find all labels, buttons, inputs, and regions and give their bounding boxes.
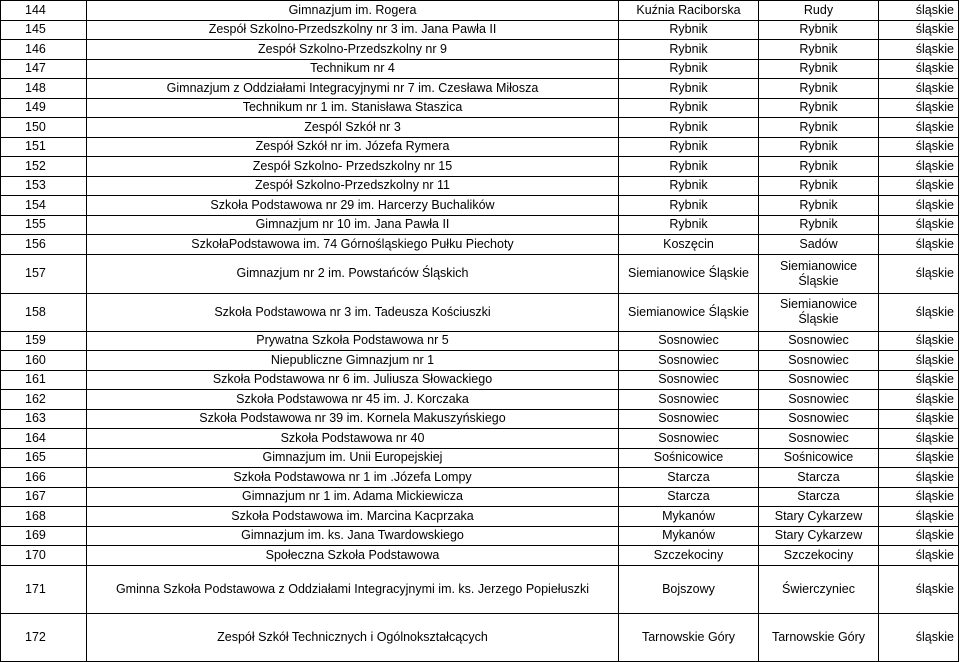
cell-num: 161 xyxy=(1,370,87,390)
cell-num: 158 xyxy=(1,293,87,331)
cell-region: śląskie xyxy=(879,157,959,177)
cell-region: śląskie xyxy=(879,176,959,196)
cell-city: Mykanów xyxy=(619,507,759,527)
cell-name: Gimnazjum nr 2 im. Powstańców Śląskich xyxy=(87,254,619,293)
cell-region: śląskie xyxy=(879,98,959,118)
cell-num: 157 xyxy=(1,254,87,293)
cell-gmina: Sosnowiec xyxy=(759,390,879,410)
table-row xyxy=(1,507,959,527)
cell-name: Szkoła Podstawowa nr 45 im. J. Korczaka xyxy=(87,390,619,410)
cell-region: śląskie xyxy=(879,137,959,157)
cell-gmina: Rybnik xyxy=(759,118,879,138)
cell-num: 164 xyxy=(1,429,87,449)
cell-region: śląskie xyxy=(879,351,959,371)
cell-gmina: Rybnik xyxy=(759,40,879,60)
cell-region: śląskie xyxy=(879,429,959,449)
table-row xyxy=(1,1,959,21)
cell-num: 160 xyxy=(1,351,87,371)
cell-gmina: Sosnowiec xyxy=(759,351,879,371)
cell-city: Tarnowskie Góry xyxy=(619,613,759,661)
cell-region: śląskie xyxy=(879,196,959,216)
cell-name: Prywatna Szkoła Podstawowa nr 5 xyxy=(87,331,619,351)
cell-name: Gimnazjum nr 1 im. Adama Mickiewicza xyxy=(87,487,619,507)
cell-num: 162 xyxy=(1,390,87,410)
cell-num: 146 xyxy=(1,40,87,60)
cell-name: Szkoła Podstawowa nr 6 im. Juliusza Słowackiego xyxy=(87,370,619,390)
cell-region: śląskie xyxy=(879,20,959,40)
table-row xyxy=(1,254,959,293)
cell-name: Zespól Szkół nr 3 xyxy=(87,118,619,138)
cell-region: śląskie xyxy=(879,526,959,546)
cell-num: 168 xyxy=(1,507,87,527)
cell-gmina: Rybnik xyxy=(759,196,879,216)
cell-gmina: Sosnowiec xyxy=(759,370,879,390)
table-row xyxy=(1,409,959,429)
cell-city: Starcza xyxy=(619,487,759,507)
table-row xyxy=(1,331,959,351)
cell-name: Technikum nr 1 im. Stanisława Staszica xyxy=(87,98,619,118)
cell-name: Gimnazjum im. Rogera xyxy=(87,1,619,21)
cell-name: Zespół Szkolno-Przedszkolny nr 3 im. Jana Pawła II xyxy=(87,20,619,40)
cell-region: śląskie xyxy=(879,235,959,255)
cell-num: 145 xyxy=(1,20,87,40)
cell-city: Rybnik xyxy=(619,59,759,79)
cell-city: Bojszowy xyxy=(619,565,759,613)
cell-city: Sosnowiec xyxy=(619,331,759,351)
table-row xyxy=(1,40,959,60)
table-row xyxy=(1,176,959,196)
cell-name: Zespół Szkół Technicznych i Ogólnokształcących xyxy=(87,613,619,661)
cell-gmina: Rybnik xyxy=(759,157,879,177)
cell-city: Rybnik xyxy=(619,176,759,196)
table-row xyxy=(1,98,959,118)
cell-city: Sosnowiec xyxy=(619,390,759,410)
cell-gmina: Sadów xyxy=(759,235,879,255)
cell-region: śląskie xyxy=(879,293,959,331)
cell-city: Siemianowice Śląskie xyxy=(619,254,759,293)
cell-gmina: Siemianowice Śląskie xyxy=(759,293,879,331)
cell-city: Rybnik xyxy=(619,40,759,60)
cell-gmina: Sosnowiec xyxy=(759,409,879,429)
cell-num: 153 xyxy=(1,176,87,196)
cell-gmina: Rybnik xyxy=(759,98,879,118)
cell-num: 147 xyxy=(1,59,87,79)
cell-city: Rybnik xyxy=(619,215,759,235)
table-row xyxy=(1,565,959,613)
cell-region: śląskie xyxy=(879,1,959,21)
table-row xyxy=(1,79,959,99)
cell-city: Sosnowiec xyxy=(619,351,759,371)
table-row xyxy=(1,429,959,449)
cell-region: śląskie xyxy=(879,370,959,390)
cell-name: Gimnazjum im. ks. Jana Twardowskiego xyxy=(87,526,619,546)
cell-gmina: Tarnowskie Góry xyxy=(759,613,879,661)
cell-gmina: Stary Cykarzew xyxy=(759,526,879,546)
cell-name: Niepubliczne Gimnazjum nr 1 xyxy=(87,351,619,371)
table-row xyxy=(1,59,959,79)
cell-region: śląskie xyxy=(879,507,959,527)
table-row xyxy=(1,546,959,566)
cell-gmina: Starcza xyxy=(759,468,879,488)
cell-region: śląskie xyxy=(879,40,959,60)
cell-name: Gimnazjum im. Unii Europejskiej xyxy=(87,448,619,468)
cell-num: 171 xyxy=(1,565,87,613)
cell-city: Sosnowiec xyxy=(619,429,759,449)
cell-city: Siemianowice Śląskie xyxy=(619,293,759,331)
cell-num: 149 xyxy=(1,98,87,118)
table-row xyxy=(1,487,959,507)
cell-name: Gminna Szkoła Podstawowa z Oddziałami Integracyjnymi im. ks. Jerzego Popiełuszki xyxy=(87,565,619,613)
table-row xyxy=(1,137,959,157)
cell-gmina: Siemianowice Śląskie xyxy=(759,254,879,293)
cell-name: Szkoła Podstawowa nr 40 xyxy=(87,429,619,449)
table-row xyxy=(1,468,959,488)
cell-gmina: Sosnowiec xyxy=(759,429,879,449)
table-row xyxy=(1,448,959,468)
table-row xyxy=(1,526,959,546)
cell-num: 166 xyxy=(1,468,87,488)
cell-gmina: Rybnik xyxy=(759,176,879,196)
cell-city: Mykanów xyxy=(619,526,759,546)
cell-name: Szkoła Podstawowa nr 3 im. Tadeusza Kościuszki xyxy=(87,293,619,331)
table-row xyxy=(1,235,959,255)
cell-region: śląskie xyxy=(879,448,959,468)
cell-num: 155 xyxy=(1,215,87,235)
cell-gmina: Rudy xyxy=(759,1,879,21)
cell-name: Zespół Szkolno-Przedszkolny nr 11 xyxy=(87,176,619,196)
cell-gmina: Rybnik xyxy=(759,79,879,99)
cell-name: Gimnazjum z Oddziałami Integracyjnymi nr 7 im. Czesława Miłosza xyxy=(87,79,619,99)
cell-gmina: Rybnik xyxy=(759,137,879,157)
cell-num: 152 xyxy=(1,157,87,177)
cell-region: śląskie xyxy=(879,79,959,99)
table-row xyxy=(1,613,959,661)
cell-gmina: Świerczyniec xyxy=(759,565,879,613)
cell-city: Szczekociny xyxy=(619,546,759,566)
cell-region: śląskie xyxy=(879,390,959,410)
cell-name: Zespół Szkolno-Przedszkolny nr 9 xyxy=(87,40,619,60)
cell-city: Kuźnia Raciborska xyxy=(619,1,759,21)
cell-region: śląskie xyxy=(879,468,959,488)
table-row xyxy=(1,20,959,40)
cell-city: Rybnik xyxy=(619,137,759,157)
cell-gmina: Stary Cykarzew xyxy=(759,507,879,527)
cell-city: Rybnik xyxy=(619,196,759,216)
cell-name: Gimnazjum nr 10 im. Jana Pawła II xyxy=(87,215,619,235)
cell-region: śląskie xyxy=(879,254,959,293)
cell-name: Szkoła Podstawowa nr 29 im. Harcerzy Buchalików xyxy=(87,196,619,216)
cell-city: Starcza xyxy=(619,468,759,488)
cell-num: 148 xyxy=(1,79,87,99)
table-row xyxy=(1,351,959,371)
cell-num: 154 xyxy=(1,196,87,216)
cell-region: śląskie xyxy=(879,215,959,235)
cell-name: SzkołaPodstawowa im. 74 Górnośląskiego Pułku Piechoty xyxy=(87,235,619,255)
table-row xyxy=(1,370,959,390)
cell-city: Rybnik xyxy=(619,79,759,99)
cell-name: Zespół Szkół nr im. Józefa Rymera xyxy=(87,137,619,157)
cell-num: 144 xyxy=(1,1,87,21)
cell-gmina: Szczekociny xyxy=(759,546,879,566)
cell-city: Sosnowiec xyxy=(619,370,759,390)
table-row xyxy=(1,157,959,177)
cell-gmina: Rybnik xyxy=(759,20,879,40)
cell-region: śląskie xyxy=(879,487,959,507)
cell-gmina: Sosnowiec xyxy=(759,331,879,351)
cell-gmina: Rybnik xyxy=(759,59,879,79)
cell-gmina: Sośnicowice xyxy=(759,448,879,468)
cell-region: śląskie xyxy=(879,546,959,566)
cell-region: śląskie xyxy=(879,565,959,613)
cell-num: 165 xyxy=(1,448,87,468)
cell-num: 169 xyxy=(1,526,87,546)
table-row xyxy=(1,118,959,138)
cell-num: 151 xyxy=(1,137,87,157)
cell-gmina: Starcza xyxy=(759,487,879,507)
cell-num: 163 xyxy=(1,409,87,429)
cell-num: 156 xyxy=(1,235,87,255)
cell-region: śląskie xyxy=(879,613,959,661)
cell-name: Zespół Szkolno- Przedszkolny nr 15 xyxy=(87,157,619,177)
cell-num: 167 xyxy=(1,487,87,507)
cell-gmina: Rybnik xyxy=(759,215,879,235)
cell-name: Szkoła Podstawowa nr 39 im. Kornela Makuszyńskiego xyxy=(87,409,619,429)
cell-region: śląskie xyxy=(879,331,959,351)
cell-num: 170 xyxy=(1,546,87,566)
cell-city: Rybnik xyxy=(619,157,759,177)
cell-region: śląskie xyxy=(879,409,959,429)
table-row xyxy=(1,293,959,331)
cell-city: Rybnik xyxy=(619,118,759,138)
cell-region: śląskie xyxy=(879,118,959,138)
table-row xyxy=(1,215,959,235)
cell-name: Technikum nr 4 xyxy=(87,59,619,79)
cell-city: Sośnicowice xyxy=(619,448,759,468)
table-row xyxy=(1,390,959,410)
cell-city: Sosnowiec xyxy=(619,409,759,429)
cell-region: śląskie xyxy=(879,59,959,79)
table-row xyxy=(1,196,959,216)
cell-city: Koszęcin xyxy=(619,235,759,255)
cell-city: Rybnik xyxy=(619,20,759,40)
schools-table-body xyxy=(1,1,959,662)
cell-name: Szkoła Podstawowa im. Marcina Kacprzaka xyxy=(87,507,619,527)
cell-name: Społeczna Szkoła Podstawowa xyxy=(87,546,619,566)
cell-num: 159 xyxy=(1,331,87,351)
cell-name: Szkoła Podstawowa nr 1 im .Józefa Lompy xyxy=(87,468,619,488)
cell-num: 150 xyxy=(1,118,87,138)
cell-num: 172 xyxy=(1,613,87,661)
cell-city: Rybnik xyxy=(619,98,759,118)
